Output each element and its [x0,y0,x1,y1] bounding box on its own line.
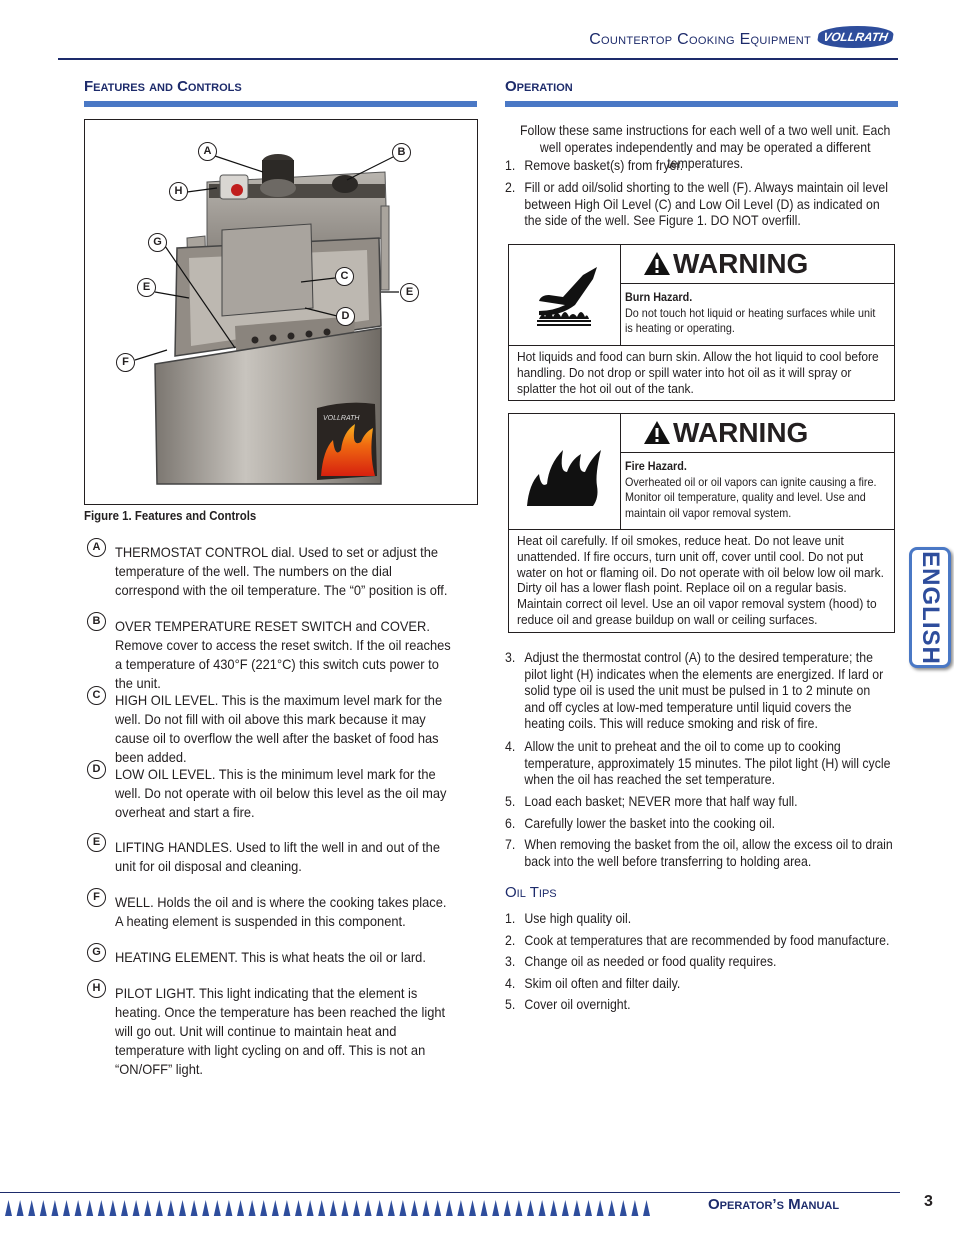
footer-tooth [202,1200,209,1216]
tip-text: Cover oil overnight. [524,996,631,1012]
callout-c: C [335,267,354,286]
warning-body-text: Heat oil carefully. If oil smokes, reduce heat. Do not leave unit unattended. If fire occurs, turn unit off, cover until cool. Do not put water on hot or flaming oil. Do not operate with oil below low oil mark. Dirty oil has a lower flash point. Replace oil on a regular basis. Maintain correct oil level. Use an oil vapor removal system (hood) to reduce oil and grease buildup on wall or ceiling surfaces. [517,533,884,627]
operation-intro: Follow these same instructions for each well of a two well unit. Each well operates independently and may be operated a different temperatures. [519,122,891,171]
letter-badge: B [87,612,106,631]
footer-tooth [620,1200,627,1216]
warning-title-text: WARNING [673,248,809,279]
footer-tooth [307,1200,314,1216]
footer-tooth [376,1200,383,1216]
tip-text: Cook at temperatures that are recommended by food manufacture. [524,932,890,948]
footer-tooth [144,1200,151,1216]
footer-tooth [86,1200,93,1216]
operation-heading: Operation [505,78,573,95]
footer-tooth [341,1200,348,1216]
footer-tooth [28,1200,35,1216]
letter-badge: E [87,833,106,852]
step-number: 1. [505,157,516,173]
footer-tooth [527,1200,534,1216]
footer-tooth [237,1200,244,1216]
footer-tooth [573,1200,580,1216]
hazard-label: Fire Hazard. [625,459,687,473]
callout-h: H [169,182,188,201]
features-heading-rule [84,101,477,107]
step-number: 3. [505,649,516,665]
warning-body-text: Hot liquids and food can burn skin. Allow the hot liquid to cool before handling. Do not drop or spill water into hot oil as it will spray or splatter the hot oil out of the tank. [517,349,879,396]
svg-text:VOLLRATH: VOLLRATH [323,415,360,422]
callout-f: F [116,353,135,372]
footer-tooth [492,1200,499,1216]
step-text: Carefully lower the basket into the cooking oil. [524,815,776,831]
footer-tooth [63,1200,70,1216]
warning-body [509,530,894,632]
footer-pattern [0,1198,650,1218]
step-number: 2. [505,179,516,195]
tip-text: Skim oil often and filter daily. [524,975,681,991]
footer-tooth [411,1200,418,1216]
footer-tooth [457,1200,464,1216]
figure-caption: Figure 1. Features and Controls [84,508,257,523]
warning-title [621,414,894,453]
callout-e-left: E [137,278,156,297]
feature-text: HIGH OIL LEVEL. This is the maximum level mark for the well. Do not fill with oil above this mark because it may cause oil to overflow the well after the basket of food has been added. [115,692,443,765]
footer-tooth [550,1200,557,1216]
oil-tips-heading: Oil Tips [505,884,557,901]
footer-tooth [283,1200,290,1216]
hazard-text: Overheated oil or oil vapors can ignite causing a fire. Monitor oil temperature, quality and level. Use and maintain oil vapor removal system. [625,474,877,520]
features-heading: Features and Controls [84,78,242,95]
feature-text: THERMOSTAT CONTROL dial. Used to set or adjust the temperature of the well. The numbers on the dial correspond with the oil temperature. The “0” position is off. [115,544,448,598]
step-text: Adjust the thermostat control (A) to the desired temperature; the pilot light (H) indicates when the elements are energized. If lard or solid type oil is used the unit must be pulsed in 1 to 2 minute on and off cycles at low-med temperature until liquid covers the heating coils. This will reduce smoking and risk of fire. [524,649,884,731]
step-text: Allow the unit to preheat and the oil to come up to cooking temperature, approximately 15 minutes. The pilot light (H) will cycle when the oil has reached the set temperature. [524,738,891,787]
step-text: When removing the basket from the oil, allow the excess oil to drain back into the well before transferring to holding area. [524,836,893,869]
language-tab-label: ENGLISH [917,550,944,665]
footer-tooth [585,1200,592,1216]
tip-number: 2. [505,932,516,948]
footer-tooth [353,1200,360,1216]
footer-tooth [643,1200,650,1216]
warning-triangle-icon [643,420,671,445]
step-number: 6. [505,815,516,831]
footer-tooth [17,1200,24,1216]
fryer-illustration [85,120,477,504]
callout-g: G [148,233,167,252]
warning-title [621,245,894,284]
footer-tooth [539,1200,546,1216]
letter-badge: H [87,979,106,998]
hazard-label: Burn Hazard. [625,290,693,304]
fire-warning-box [508,413,895,633]
footer-title: Operator’s Manual [708,1196,840,1213]
feature-text: PILOT LIGHT. This light indicating that the element is heating. Once the temperature has been reached the light will go out. Unit will continue to maintain heat and temperature with light cycling on and off. This is not an “ON/OFF” light. [115,985,446,1077]
footer-tooth [399,1200,406,1216]
footer-tooth [260,1200,267,1216]
callout-e-right: E [400,283,419,302]
step-number: 7. [505,836,516,852]
feature-text: OVER TEMPERATURE RESET SWITCH and COVER. Remove cover to access the reset switch. If the oil reaches a temperature of 430°F (221°C) this switch cuts power to the unit. [115,618,451,691]
operation-heading-rule [505,101,898,107]
language-tab-english[interactable] [909,547,951,668]
letter-badge: D [87,760,106,779]
footer-tooth [167,1200,174,1216]
footer-tooth [631,1200,638,1216]
tip-text: Change oil as needed or food quality requires. [524,953,777,969]
footer-tooth [98,1200,105,1216]
footer-tooth [156,1200,163,1216]
footer-tooth [40,1200,47,1216]
footer-tooth [515,1200,522,1216]
footer-tooth [423,1200,430,1216]
step-number: 4. [505,738,516,754]
tip-number: 1. [505,910,516,926]
warning-triangle-icon [643,251,671,276]
footer-tooth [504,1200,511,1216]
footer-tooth [365,1200,372,1216]
vollrath-logo: VOLLRATH [816,26,895,48]
footer-tooth [295,1200,302,1216]
callout-a: A [198,142,217,161]
callout-d: D [336,307,355,326]
footer-tooth [388,1200,395,1216]
warning-body [509,346,894,400]
letter-badge: C [87,686,106,705]
callout-b: B [392,143,411,162]
letter-badge: G [87,943,106,962]
page-number: 3 [924,1193,933,1210]
footer-tooth [597,1200,604,1216]
footer-tooth [121,1200,128,1216]
fire-flame-icon [509,414,621,529]
footer-tooth [608,1200,615,1216]
tip-text: Use high quality oil. [524,910,632,926]
step-text: Load each basket; NEVER more that half way full. [524,793,798,809]
footer-tooth [225,1200,232,1216]
tip-number: 3. [505,953,516,969]
footer-tooth [75,1200,82,1216]
warning-description [625,459,886,521]
header-rule [58,58,898,60]
footer-tooth [109,1200,116,1216]
letter-badge: A [87,538,106,557]
footer-tooth [133,1200,140,1216]
burn-warning-box [508,244,895,401]
footer-tooth [330,1200,337,1216]
footer-tooth [272,1200,279,1216]
header-title: Countertop Cooking Equipment [589,31,811,48]
hazard-text: Do not touch hot liquid or heating surfaces while unit is heating or operating. [625,305,876,335]
footer-tooth [562,1200,569,1216]
footer-tooth [434,1200,441,1216]
letter-badge: F [87,888,106,907]
fryer-figure [84,119,478,505]
feature-text: LOW OIL LEVEL. This is the minimum level mark for the well. Do not operate with oil below this level as the oil may overheat and start a fire. [115,766,447,820]
burn-hand-icon [509,245,621,345]
step-text: Fill or add oil/solid shorting to the well (F). Always maintain oil level between High Oil Level (C) and Low Oil Level (D) as indicated on the side of the well. See Figure 1. DO NOT overfill. [524,179,888,228]
footer-tooth [318,1200,325,1216]
footer-tooth [51,1200,58,1216]
footer-tooth [446,1200,453,1216]
warning-title-text: WARNING [673,417,809,448]
feature-text: HEATING ELEMENT. This is what heats the oil or lard. [115,949,426,965]
footer-tooth [481,1200,488,1216]
footer-rule [0,1192,900,1193]
footer-tooth [179,1200,186,1216]
warning-description [625,290,886,337]
footer-tooth [469,1200,476,1216]
feature-text: WELL. Holds the oil and is where the cooking takes place. A heating element is suspended in this component. [115,894,447,929]
tip-number: 4. [505,975,516,991]
footer-tooth [249,1200,256,1216]
footer-tooth [5,1200,12,1216]
tip-number: 5. [505,996,516,1012]
step-text: Remove basket(s) from fryer. [524,157,684,173]
feature-text: LIFTING HANDLES. Used to lift the well in and out of the unit for oil disposal and cleaning. [115,839,441,874]
step-number: 5. [505,793,516,809]
footer-tooth [191,1200,198,1216]
footer-tooth [214,1200,221,1216]
